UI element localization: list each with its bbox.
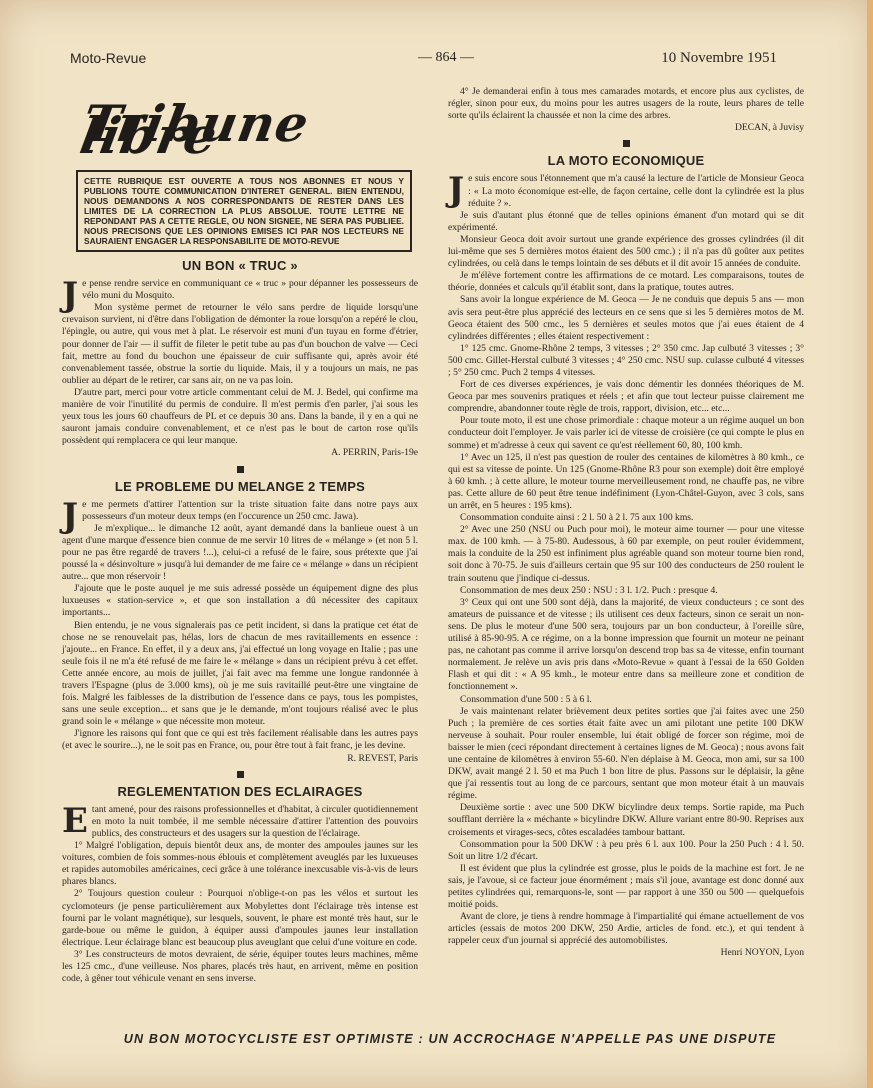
article-paragraph: Je vais maintenant relater brièvement deux petites sorties que j'ai faites avec une 250 Puch ; la première de ces sorties était faite avec un ami pilotant une petite 100 DKW nerveuse à souhait. Pour rouler ensemble, lui était obligé de forcer son régime, moi de baisser le mien (ceci répondant directement à certaines lignes de M. Geoca) ; nous avons fait une centaine de kilomètres à environ 55-60. N'en déplaise à M. Geoca, mon ami, sur sa 100 DKW, avait mangé 2 l. 50 et ma Puch 1 bon litre de plus. Passons sur le déplaisir, la gêne que j'ai ressentis tout au long de ce parcours, sentant que mon moteur était à un mauvais régime. — [448, 705, 804, 802]
magazine-name: Moto-Revue — [70, 50, 147, 66]
continued-paragraph: 4° Je demanderai enfin à tous mes camarades motards, et encore plus aux cyclistes, de régler, sinon pour eux, du moins pour les autres usagers de la route, leurs phares de telle sorte qu'ils éclairent la chaussée et non la cime des arbres. — [448, 86, 804, 122]
logo-text: Tribune libre — [75, 93, 314, 165]
article-paragraph: Il est évident que plus la cylindrée est grosse, plus le poids de la machine est fort. Je ne sais, je l'avoue, si ce facteur joue énormément ; mais s'il joue, avantage est donc donné aux petites cylindrées qui, remarquons-le, sont — par rapport à une 350 ou 500 — quelquefois moitié poids. — [448, 862, 804, 911]
article-paragraph: J'ajoute que le poste auquel je me suis adressé possède un équipement digne des plus luxueuses « station-service », et que son installation a dû nécessiter des capitaux importants... — [62, 583, 418, 619]
article-paragraph: Sans avoir la longue expérience de M. Geoca — Je ne conduis que depuis 5 ans — mon avis sera peut-être plus apprécié des lecteurs en ce sens que si les 5 dernières motos de M. Geoca étaient des 500 cmc., les 5 dernières et seules motos que j'ai eues étaient de 4 cylindrées différentes ; elles étaient respectivement : — [448, 294, 804, 342]
article-paragraph: Je m'élève fortement contre les affirmations de ce motard. Les comparaisons, toutes de théorie, données et calculs qu'il établit sont, dans la pratique, toutes autres. — [448, 270, 804, 294]
article-melange-2-temps — [62, 478, 418, 765]
article-title: LA MOTO ECONOMIQUE — [547, 153, 705, 169]
article-paragraph: Je m'explique... le dimanche 12 août, ayant demandé dans la banlieue ouest à un agent d'une marque d'essence bien connue de me servir 10 litres de « mélange » (et non 5 l. pour ne pas être regardé de travers !...), celui-ci a refusé de le faire, sous prétexte que j'ai poussé la « désinvolture » jusqu'à lui demander de me faire ce « mélange » dans un récipient autre... que mon réservoir ! — [62, 522, 418, 583]
issue-date: 10 Novembre 1951 — [661, 50, 777, 66]
article-un-bon-truc — [62, 260, 418, 460]
article-title: REGLEMENTATION DES ECLAIRAGES — [117, 783, 363, 799]
article-paragraph: 3° Ceux qui ont une 500 sont déjà, dans la majorité, de vieux conducteurs ; ce sont des amateurs de puissance et de vitesse ; ils utilisent ces deux facteurs, sinon ce serait un non-sens. De plus le moteur d'une 500 sera, toujours par un bon conducteur, à l'oreille sûre, utilisé à 85-90-95. A ce régime, on a la bonne impression que fournit un moteur ne peinant pas, ne cahotant pas comme il arrive lorsqu'on descend trop bas sa 4e vitesse, enfin tournant normalement. Je relève un avis pris dans «Moto-Revue » quant à l'essai de la 650 Golden Flash et qui dit : « A 95 kmh., le moteur entre dans sa meilleure zone et condition de fonctionnement ». — [448, 596, 804, 693]
article-paragraph: 1° Avec un 125, il n'est pas question de rouler des centaines de kilomètres à 80 kmh., ce qui est sa vitesse de pointe. Un 125 (Gnome-Rhône R3 pour son exemple) doit être employé à 60 kmh. ; à cette allure, le moteur tourne merveilleusement rond, ne chauffe pas, ne vibre pas. Cette allure de 60 peut être tenue indéfiniment (Lyon-Châtel-Guyon, avec 3 cols, sans un arrêt, en 5 heures : 195 kms). — [448, 451, 804, 511]
article-paragraph: Consommation d'une 500 : 5 à 6 l. — [460, 693, 592, 705]
article-moto-economique — [448, 155, 804, 959]
article-paragraph: Deuxième sortie : avec une 500 DKW bicylindre deux temps. Sortie rapide, ma Puch soufflant derrière la « méchante » bicylindre DKW. Allure variant entre 80-90. Reprises aux croisements et virages-secs, côtes escaladées tambour battant. — [448, 802, 804, 838]
tribune-libre-logo — [62, 93, 418, 165]
article-paragraph: Consommation de mes deux 250 : NSU : 3 l. 1/2. Puch : presque 4. — [460, 584, 718, 596]
page-number: — 864 — — [418, 50, 474, 65]
right-column — [448, 86, 804, 960]
article-paragraph: Fort de ces diverses expériences, je vais donc démentir les données théoriques de M. Geoca par mes souvenirs pratiques et réels ; et afin que tout lecteur puisse clairement me comprendre, abandonner toute règle de trois, rapport, division, etc... etc... — [448, 379, 804, 415]
article-paragraph: Je me permets d'attirer l'attention sur la triste situation faite dans notre pays aux possesseurs d'un moteur deux temps (en l'occurence un 250 cmc. Jawa). — [62, 495, 418, 536]
drop-cap: J — [62, 495, 79, 536]
article-paragraph: Pour toute moto, il est une chose primordiale : chaque moteur a un régime auquel un bon conducteur doit l'employer. Je vais parler ici de vitesse de croisière (ce qui compte le plus en somme) et m'adresse à ceux qui savent ce qu'est réellement 60, 80, 100 kmh. — [448, 415, 804, 451]
left-column — [62, 93, 418, 985]
article-paragraph: Monsieur Geoca doit avoir surtout une grande expérience des grosses cylindrées (il dit lui-même que ses 5 dernières motos étaient des 500 cmc.) ; il n'a pas dû goûter aux petites cylindrées, ou celà dans le temps lointain de ses débuts et il dit avoir 15 années de conduite. — [448, 233, 804, 270]
article-title: LE PROBLEME DU MELANGE 2 TEMPS — [114, 478, 366, 494]
article-paragraph: Avant de clore, je tiens à rendre hommage à l'impartialité qui émane actuellement de vos articles (essais de motos 200 DKW, 250 Ardie, articles de fond. etc.), et qui tendent à rappeler ceux d'un journal si apprécié des automobilistes. — [448, 911, 804, 947]
article-paragraph: 3° Les constructeurs de motos devraient, de série, équiper toutes leurs machines, même les 125 cmc., d'une veilleuse. Nos phares, placés très haut, en arrivent, même en position code, à gêner tout véhicule venant en sens inverse. — [62, 948, 418, 985]
article-paragraph: Je suis encore sous l'étonnement que m'a causé la lecture de l'article de Monsieur Geoca : « La moto économique est-elle, de façon certaine, celle dont la cylindrée est la plus réduite ? ». — [448, 170, 804, 211]
article-paragraph: Consommation pour la 500 DKW : à peu près 6 l. aux 100. Pour la 250 Puch : 4 l. 50. Soit un litre 1/2 d'écart. — [448, 838, 804, 862]
separator-square — [623, 140, 630, 147]
article-title: UN BON « TRUC » — [182, 258, 298, 273]
signature: Henri NOYON, Lyon — [720, 947, 804, 959]
separator-square — [237, 771, 244, 778]
article-paragraph: Mon système permet de retourner le vélo sans perdre de liquide lorsqu'une crevaison survient, ni d'être dans l'obligation de démonter la roue lorsqu'on a repéré le clou, l'épingle, ou autre, qui vous met à plat. Le réservoir est muni d'un tuyau en forme d'étrier, pour donner de l'air — il suffit de fileter le petit tube au pas d'un bouchon de valve — Ceci fait, mettre au fond du bouchon une épaisseur de cuir suffisante qui, après avoir été convenablement tassée, obstrue la sortie du liquide. Mais, il y a toujours un mais, ne pas oublier au départ de le retirer, car sans air, on ne va pas loin. — [62, 302, 418, 386]
drop-cap: E — [62, 800, 88, 841]
article-paragraph: Je suis d'autant plus étonné que de telles opinions émanent d'un motard qui se dit expérimenté. — [448, 209, 804, 233]
footer-slogan: UN BON MOTOCYCLISTE EST OPTIMISTE : UN ACCROCHAGE N'APPELLE PAS UNE DISPUTE — [123, 1032, 777, 1046]
article-paragraph: 1° 125 cmc. Gnome-Rhône 2 temps, 3 vitesses ; 2° 350 cmc. Jap culbuté 3 vitesses ; 3° 500 cmc. Gillet-Herstal culbuté 3 vitesses ; 4° 250 cmc. NSU sup. culasse culbuté 4 vitesses ; 5° 250 cmc. Puch 2 temps 4 vitesses. — [448, 342, 804, 378]
article-paragraph: Je pense rendre service en communiquant ce « truc » pour dépanner les possesseurs de vélo muni du Mosquito. — [62, 275, 418, 316]
article-paragraph: Etant amené, pour des raisons professionnelles et d'habitat, à circuler quotidiennement en moto la nuit tombée, il me semble nécessaire d'attirer l'attention des pouvoirs publics, des constructeurs et des usagers sur la question de l'éclairage. — [62, 800, 418, 841]
article-eclairages — [62, 783, 418, 986]
article-paragraph: 2° Avec une 250 (NSU ou Puch pour moi), le moteur aime tourner — pour une vitesse max. de 100 kmh. — à 75-80. Audessous, à 60 par exemple, on peut rouler évidemment, mais la conduite de la 250 est infiniment plus agréable quand son moteur tourne bien rond, soit donc à 70-75. Je suis d'ailleurs certain que 95 sur 100 des conducteurs de 250 roulent le train soutenu que j'indique ci-dessus. — [448, 524, 804, 584]
article-paragraph: J'ignore les raisons qui font que ce qui est très facilement réalisable dans les autres pays (et avec le sourire...), ne le soit pas en France, ou, pour être tout à fait franc, je les devine. — [62, 728, 418, 752]
drop-cap: J — [62, 275, 79, 316]
page-edge-strip — [867, 0, 873, 1088]
article-paragraph: D'autre part, merci pour votre article commentant celui de M. J. Bedel, qui confirme ma manière de voir l'inutilité du permis de conduire. Il m'est permis d'en parler, j'ai sous les yeux tous les jours 60 chauffeurs de PL et ce depuis 30 ans. Dans la bande, il y en a qui ne sauront jamais conduire convenablement, et ce n'est pas le bout de carton rose qu'ils possèdent qui remplacera ce qui leur manque. — [62, 386, 418, 447]
article-paragraph: Consommation conduite ainsi : 2 l. 50 à 2 l. 75 aux 100 kms. — [460, 512, 694, 524]
signature: R. REVEST, Paris — [347, 752, 418, 764]
separator-square — [237, 466, 244, 473]
signature: DECAN, à Juvisy — [734, 122, 804, 134]
rubric-notice: CETTE RUBRIQUE EST OUVERTE A TOUS NOS ABONNES ET NOUS Y PUBLIONS TOUTE COMMUNICATION D'INTERET GENERAL. BIEN ENTENDU, NOUS DEMANDONS A NOS CORRESPONDANTS DE RESTER DANS LES LIMITES DE LA CORRECTION LA PLUS ABSOLUE. TOUTE LETTRE NE REPONDANT PAS A CETTE REGLE, OU NON SIGNEE, NE SERA PAS PUBLIEE. NOUS PRECISONS QUE LES OPINIONS EMISES ICI PAR NOS LECTEURS NE SAURAIENT ENGAGER LA RESPONSABILITE DE MOTO-REVUE — [76, 170, 412, 252]
article-paragraph: Bien entendu, je ne vous signalerais pas ce petit incident, si dans la pratique cet état de chose ne se renouvelait pas, hélas, lors de chacun de mes ravitaillements en essence : j'ajoute... en France. En effet, il y a deux ans, j'ai effectué un long voyage en Italie ; pas une seule fois il ne m'a été refusé de me faire le « mélange » dans un récipient prévu à cet effet. Cette année encore, au mois de juillet, j'ai fait avec ma femme une longue randonnée à travers l'Espagne (plus de 3.000 kms), où je me suis ravitaillé peut-être une vingtaine de fois. Malgré les faiblesses de la distribution de l'essence dans ce pays, tous les pompistes, sans une seule exception... et sans que je le demande, m'ont toujours réalisé avec le plus grand soin le « mélange » que nécessite mon moteur. — [62, 619, 418, 728]
article-paragraph: 1° Malgré l'obligation, depuis bientôt deux ans, de monter des ampoules jaunes sur les voitures, combien de fois sommes-nous éblouis et complètement aveuglés par les luxueuses et rapides automobiles américaines, ceci grâce à une tolérance inexcusable vis-à-vis de leurs phares blancs. — [62, 840, 418, 888]
signature: A. PERRIN, Paris-19e — [331, 447, 418, 459]
drop-cap: J — [448, 170, 465, 211]
article-paragraph: 2° Toujours question couleur : Pourquoi n'oblige-t-on pas les vélos et surtout les cyclomoteurs (je pense particulièrement aux Mobylettes dont l'éclairage très intense est fourni par le volant magnétique), sur lesquels, souvent, le phare est monté très haut, sur le garde-boue ou même le guidon, à équiper aussi d'ampoules jaunes leur installation électrique. Leur éclairage blanc est beaucoup plus aveuglant que celui d'une voiture en code. — [62, 888, 418, 948]
